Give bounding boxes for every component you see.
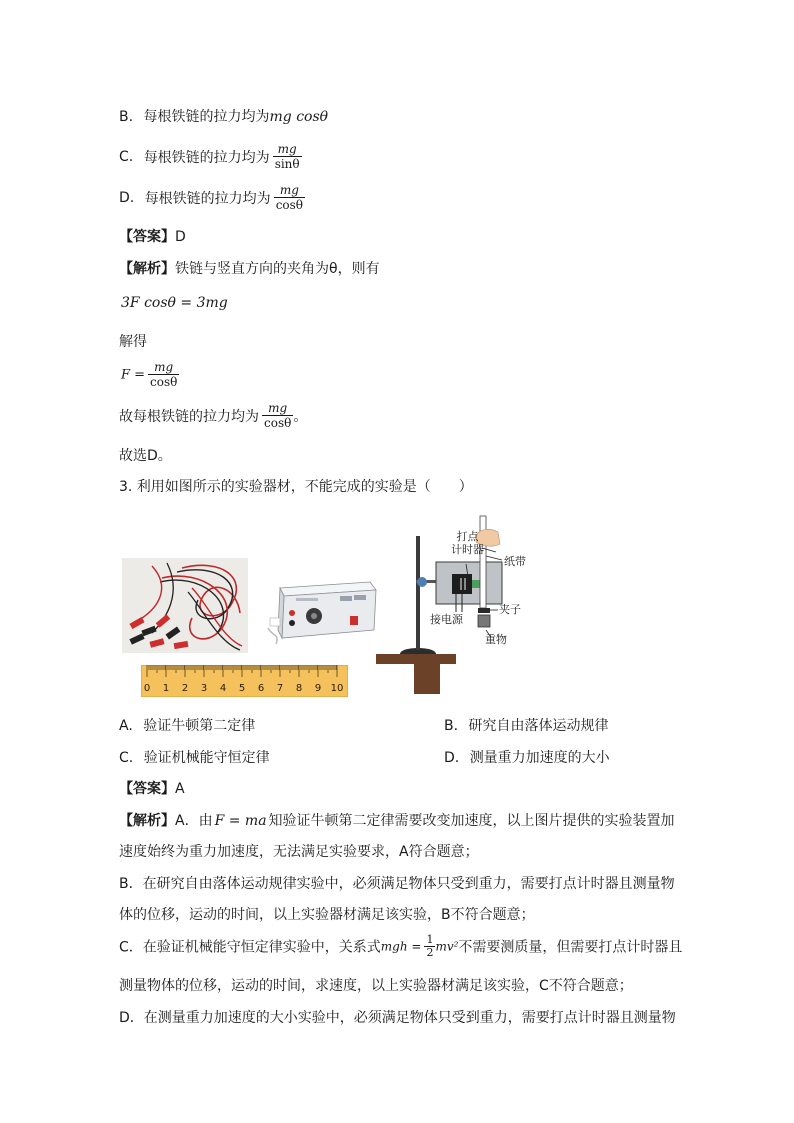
ruler-tick-label: 9: [314, 683, 322, 694]
fraction-denominator: sinθ: [274, 157, 300, 171]
analysis-q3-c-line1: [119, 934, 682, 959]
fraction-denominator: cosθ: [150, 375, 178, 389]
q3-option-c: [119, 749, 270, 767]
option-text: 每根铁链的拉力均为: [143, 150, 270, 166]
ruler-tick-label: 4: [219, 683, 227, 694]
fraction: [262, 401, 293, 431]
analysis-tag: 【解析】: [119, 261, 175, 277]
analysis-q3-c-line2: 测量物体的位移，运动的时间，求速度，以上实验器材满足该实验，C不符合题意；: [119, 978, 633, 994]
analysis-text: A．由: [175, 813, 213, 829]
ruler-tick-label: 5: [238, 683, 246, 694]
fraction-denominator: cosθ: [275, 198, 304, 212]
label-weight: 重物: [485, 633, 507, 646]
ruler-tick-label: 8: [295, 683, 303, 694]
option-text: 验证机械能守恒定律: [143, 750, 270, 766]
equation-1: 3F cosθ = 3mg: [121, 295, 228, 311]
option-label: C.: [119, 149, 134, 165]
fraction-numerator: mg: [273, 142, 302, 157]
option-label: D.: [444, 750, 460, 766]
analysis-math: mgh =: [380, 939, 422, 954]
label-power: 接电源: [430, 613, 463, 626]
answer-q2: [119, 228, 186, 246]
wires-image: [122, 558, 248, 653]
q3-option-a: [119, 717, 255, 735]
option-c: [119, 142, 302, 172]
label-clip: 夹子: [499, 603, 521, 616]
power-supply-photo: [266, 578, 378, 648]
analysis-math: mv²: [435, 939, 459, 954]
analysis-text: 不需要测质量，但需要打点计时器且: [458, 939, 683, 956]
analysis-q3-b-line1: B．在研究自由落体运动规律实验中，必须满足物体只受到重力，需要打点计时器且测量物: [119, 876, 675, 892]
ruler: [141, 665, 348, 697]
fraction-numerator: 1: [426, 933, 434, 946]
fraction-denominator: 2: [426, 946, 434, 959]
q3-option-b: [444, 717, 609, 735]
ruler-tick-label: 3: [200, 683, 208, 694]
analysis-q3-a-line1: [119, 812, 675, 830]
analysis-text: 知验证牛顿第二定律需要改变加速度，以上图片提供的实验装置加: [268, 813, 675, 829]
equation-2: [121, 360, 179, 390]
clip-icon: [129, 614, 188, 649]
select-q2: 故选D。: [119, 448, 172, 464]
answer-q3: [119, 780, 185, 798]
option-label: A.: [119, 718, 133, 734]
option-text: 研究自由落体运动规律: [468, 718, 609, 734]
option-label: C.: [119, 750, 134, 766]
wires-photo: [122, 558, 248, 653]
conclusion-q2: [119, 401, 307, 431]
analysis-q3-a-line2: 速度始终为重力加速度，无法满足实验要求，A符合题意；: [119, 844, 479, 860]
ruler-tick-label: 6: [257, 683, 265, 694]
option-text: 测量重力加速度的大小: [469, 750, 610, 766]
label-timer-line1: 打点: [456, 530, 479, 543]
q3-option-d: [444, 749, 610, 767]
option-d: [119, 183, 305, 213]
analysis-q3-d-line1: D．在测量重力加速度的大小实验中，必须满足物体只受到重力，需要打点计时器且测量物: [119, 1010, 676, 1026]
answer-value: D: [175, 229, 186, 245]
ruler-tick-label: 7: [276, 683, 284, 694]
option-text: 每根铁链的拉力均为: [143, 109, 270, 125]
option-label: B.: [444, 718, 459, 734]
ruler-image: [141, 665, 348, 697]
label-timer-line2: 计时器: [451, 543, 484, 556]
conclusion-text: 故每根铁链的拉力均为: [119, 409, 259, 425]
ruler-tick-label: 2: [181, 683, 189, 694]
power-supply-image: [266, 578, 378, 648]
conclusion-suffix: 。: [293, 409, 308, 425]
analysis-q3-b-line2: 体的位移，运动的时间，以上实验器材满足该实验，B不符合题意；: [119, 907, 535, 923]
answer-tag: 【答案】: [119, 781, 175, 797]
fraction-numerator: mg: [274, 183, 305, 198]
analysis-math: F = ma: [214, 813, 267, 829]
equation-lhs: F =: [121, 367, 146, 383]
analysis-text: C．在验证机械能守恒定律实验中，关系式: [119, 939, 381, 956]
option-label: D.: [119, 190, 135, 206]
question-3-stem: 3. 利用如图所示的实验器材，不能完成的实验是（ ）: [119, 479, 473, 495]
analysis-q2-line1: [119, 260, 380, 278]
ruler-tick-label: 10: [330, 683, 344, 694]
label-timer: [451, 530, 484, 556]
ruler-tick-label: 1: [162, 683, 170, 694]
analysis-tag: 【解析】: [119, 813, 175, 829]
option-label: B.: [119, 109, 134, 125]
option-b: [119, 108, 328, 126]
solve-label: 解得: [119, 334, 147, 350]
fraction: [148, 360, 179, 390]
fraction: [273, 142, 302, 172]
answer-value: A: [175, 781, 185, 797]
option-math: mg cosθ: [269, 109, 329, 125]
option-text: 验证牛顿第二定律: [143, 718, 256, 734]
label-tape: 纸带: [504, 555, 526, 568]
fraction-numerator: mg: [262, 401, 293, 416]
fraction: [424, 934, 435, 959]
ruler-tick-label: 0: [143, 683, 151, 694]
answer-tag: 【答案】: [119, 229, 175, 245]
analysis-text: 铁链与竖直方向的夹角为θ，则有: [175, 261, 380, 277]
fraction: [274, 183, 305, 213]
fraction-denominator: cosθ: [264, 416, 292, 430]
option-text: 每根铁链的拉力均为: [144, 191, 271, 207]
fraction-numerator: mg: [148, 360, 179, 375]
